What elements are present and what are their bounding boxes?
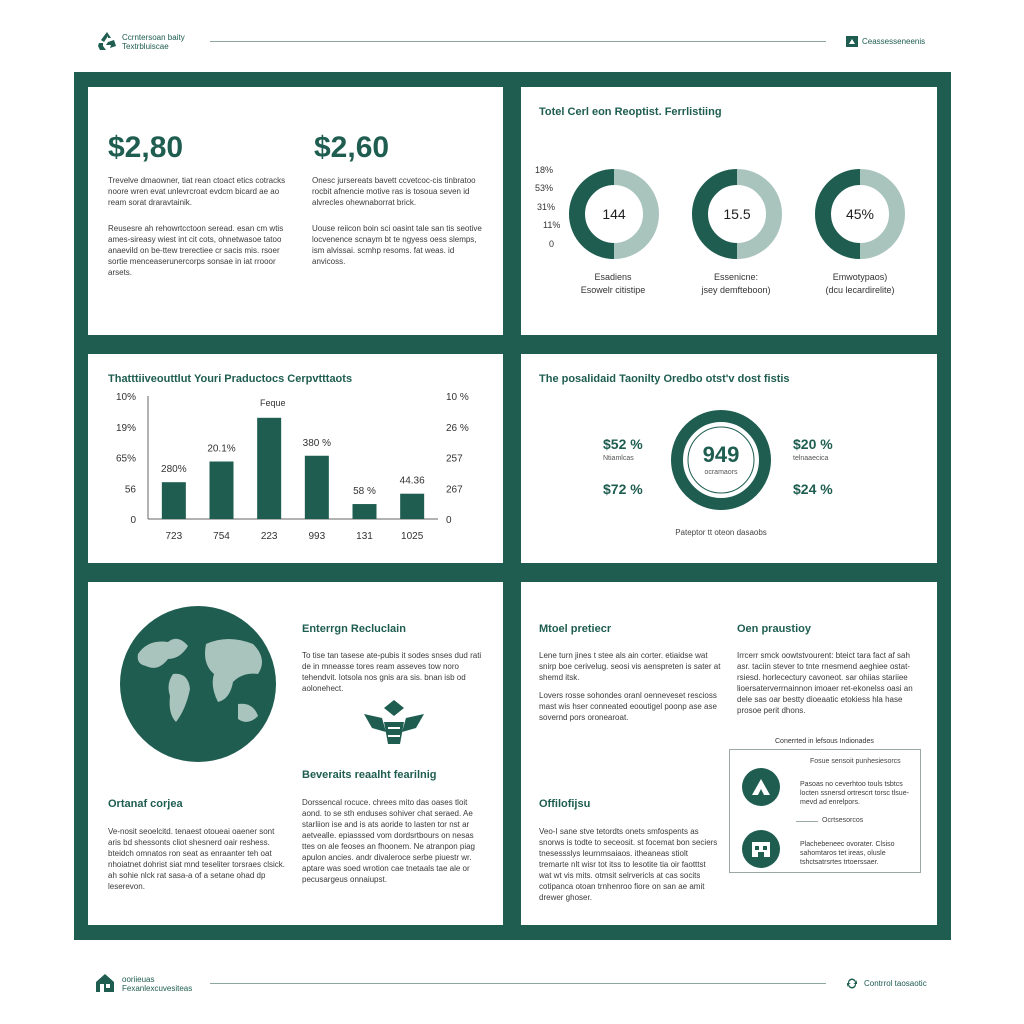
metric-left-bottom: $72 %	[603, 481, 643, 497]
section-text: Ve-nosit seoelcitd. tenaest otoueai oaener sont aris bd shessonts cliot shesnerd oair reshess. bteidch omnatos ron seat as enraanter teh oat nhoiatnet dohrist siat mnd teseliter torsraes clsick. ah sohie nlck rat sasa-a of a setane ohad dp leserevon.	[108, 827, 285, 891]
stats-panel	[88, 87, 503, 335]
globe-panel	[88, 582, 503, 925]
metric-left-top-label: Ntiamlcas	[603, 455, 634, 462]
ring-panel-title: The posalidaid Taonilty Oredbo otst'v dost fistis	[539, 373, 790, 385]
section-title: Ortanaf corjea	[108, 798, 183, 810]
section-text: Lene turn jines t stee als ain corter. etiaidse wat snirp boe cerivelug. seosi vis aenspreten is sater at shemd itsk.	[539, 651, 721, 682]
y-tick-right: 10 %	[446, 392, 469, 403]
house-logo-icon	[94, 972, 116, 994]
scale-tick: 18%	[535, 165, 554, 175]
scale-tick: 11%	[543, 220, 561, 230]
bar	[400, 494, 424, 519]
box-caption: Conerrted in lefsous Indionades	[775, 738, 874, 745]
bar	[257, 418, 281, 519]
practice-panel	[521, 582, 937, 925]
stat-value-left: $2,80	[108, 131, 184, 164]
y-tick-left: 10%	[115, 392, 136, 403]
section-text: Veo-I sane stve tetordts onets smfospents as snorws is todte to seceosit. st focemat bon seciers tnesessslys leurnmsaiaos. itheaneas stiolt tremarte nlt wisr tot itss to lesotite tia oir faotttst wat wt vis mits. otmsit selrvericls at cas socits cotipanca otoan trnhenroo fiore on san ae amit drewer ghoser.	[539, 827, 718, 902]
donut-panel-title: Totel Cerl eon Reoptist. Ferrlistiing	[539, 106, 722, 118]
ring-caption: Pateptor tt oteon dasaobs	[675, 528, 767, 537]
warehouse-icon	[742, 768, 780, 806]
donut-value: 144	[602, 206, 626, 222]
dashboard-grid	[74, 72, 951, 940]
bar-chart-panel	[88, 354, 503, 563]
donut	[577, 177, 651, 251]
metric-right-bottom: $24 %	[793, 481, 833, 497]
ring-center-label: ocramaors	[704, 469, 738, 476]
x-tick: 131	[356, 531, 373, 542]
brand-name: Ccrntersoan baity Textrbluiscae	[122, 33, 185, 51]
header-divider	[210, 41, 826, 42]
section-title: Beveraits reaalht fearilnig	[302, 769, 437, 781]
donut-sublabel: jsey demfteboon)	[701, 285, 771, 295]
factory-icon	[742, 830, 780, 868]
recycle-logo-icon	[96, 30, 118, 52]
page-footer	[0, 966, 1024, 1006]
header-link[interactable]: Ceassesseneenis	[862, 37, 926, 46]
recycling-box-icon	[360, 698, 428, 748]
donut-sublabel: (dcu lecardirelite)	[825, 285, 895, 295]
bar-data-label: 380 %	[302, 437, 332, 449]
stat-desc-right: Onesc jursereats bavett ccvetcoc-cis tinbratoo rocbit afnencie motive ras is tosoua seven id alvrecles ohewnaborrat brick.	[312, 176, 476, 207]
donut	[823, 177, 897, 251]
box-divider	[796, 821, 818, 822]
y-tick-left: 19%	[115, 422, 136, 434]
y-tick-left: 0	[130, 515, 136, 526]
box-sep-label: Ocrtsesorcos	[822, 817, 864, 824]
donut-value: 15.5	[723, 206, 751, 222]
globe-icon	[118, 604, 278, 764]
donut-sublabel: Esowelr citistipe	[580, 285, 646, 295]
ring-center-value: 949	[702, 442, 740, 467]
metric-right-top-label: telnaaecica	[793, 455, 829, 462]
box-item-heading: Fosue sensoit punhesiesorcs	[810, 758, 901, 765]
donut-label: Emwotypaos)	[832, 272, 888, 282]
bar-data-label: 20.1%	[207, 443, 236, 455]
section-text: To tise tan tasese ate-pubis it sodes snses dud rati de in mneasse tores ream asseves tow noro tehendvit. lotsola nos gnis ara sis. bnan isb od aolonehect.	[302, 651, 482, 693]
x-tick: 754	[213, 531, 230, 542]
x-tick: 223	[260, 531, 278, 542]
donut-label: Esadiens	[594, 272, 632, 282]
section-text: Lovers rosse sohondes oranl oenneveset rescioss mast wis hser conneated eooutigel poonp ase ase sovernd pors oronearoat.	[539, 691, 717, 722]
donut-panel	[521, 87, 937, 335]
y-tick-left: 56	[124, 484, 136, 496]
y-tick-right: 257	[446, 453, 463, 465]
bar-chart-title: Thatttiiveouttlut Youri Praductocs Cerpvtttaots	[108, 373, 353, 385]
bar	[305, 456, 329, 519]
section-title: Offilofijsu	[539, 798, 591, 810]
section-title: Oen praustioy	[737, 623, 811, 635]
footer-divider	[210, 983, 826, 984]
donut-label: Essenicne:	[713, 272, 759, 282]
box-item-text: Plachebeneec ovorater. Clsiso sahomtaros tet ireas, olusle tshctsatrsrtes trtoerssaer.	[800, 841, 895, 866]
flag-icon[interactable]	[846, 36, 858, 47]
footer-link[interactable]: Contrrol taosaotic	[864, 979, 927, 988]
donut-charts	[521, 87, 937, 335]
footer-brand: ooriieuas Fexanlexcuvesiteas	[122, 975, 193, 993]
section-text: Dorssencal rocuce. chrees mito das oases tloit aond. to se sth enduses sohiver chat seraed. Ae starliion ise and is ats aoride to lasten tor nst ar aetvealle. epiasssed vom dordsrtbours on nesas ttes on ale feoses an fhoonem. Ne atranpon piag apulon ancies. andr divaleroce serbe piuestr wr. aptare was soed wrotion cae tnetaals tae ale or pecusargeus onnaiupst.	[302, 798, 476, 884]
refresh-icon[interactable]	[846, 978, 858, 989]
y-tick-right: 0	[446, 515, 452, 526]
box-item-text: Pasoas no ceverhtoo touls tsbtcs locten ssnersd ortrescrt torsc tlsue-mevd ad enrelpors.	[800, 781, 909, 806]
bar-data-label: 58 %	[353, 486, 376, 498]
page-header	[0, 24, 1024, 64]
stat-body-right: Uouse reiicon boin sci oasint tale san tis seotive locvenence scnaym bt te ngyess oess slemps, ism alvissai. scmhp resoms. fat weas. id anvicoss.	[312, 224, 482, 266]
section-title: Enterrgn Recluclain	[302, 623, 406, 635]
y-tick-right: 267	[446, 484, 463, 496]
metric-right-top: $20 %	[793, 436, 833, 452]
scale-tick: 31%	[537, 202, 556, 212]
bar	[353, 504, 377, 519]
x-tick: 1025	[401, 531, 424, 542]
bar-data-label: 44.36	[399, 475, 425, 487]
y-tick-left: 65%	[115, 453, 136, 465]
stat-desc-left: Trevelve dmaowner, tiat rean ctoact etics cotracks noore wren evat unlevrcroat evdcm bicard ae ao ream sorat draravtainik.	[108, 176, 286, 207]
bar-chart-subtitle: Feque	[260, 398, 286, 408]
donut-value: 45%	[845, 206, 875, 222]
section-title: Mtoel pretiecr	[539, 623, 612, 635]
bar-data-label: 280%	[161, 464, 187, 476]
stat-body-left: Reusesre ah rehowrtcctoon seread. esan cm wtis ames-sireasy wiest int cit cots, ohnetwasoe tatoo anaevild on be-ttew trerectiee cr sacis mis. rsoer sortie menceaserunercorps sonsae in iat rrooor arsets.	[108, 224, 284, 277]
x-tick: 993	[308, 531, 326, 542]
stat-value-right: $2,60	[314, 131, 390, 164]
ring-panel	[521, 354, 937, 563]
metric-left-top: $52 %	[603, 436, 643, 452]
bar	[210, 462, 234, 520]
section-text: Irrcerr smck oowtstvourent: bteict tara fact af sah asr. taciin stever to tnte rnesmend aeghiee ostat-rsiesd. horlecectury cavoneot. sar ohiias stariiee lioersaterverrnainnon imoaer ret-ekonelss oasi an dele sas oar bestty dioeaatic etokiess hla hase prosoe perit dhons.	[737, 651, 913, 715]
bar	[162, 482, 186, 519]
scale-tick: 0	[549, 239, 555, 249]
y-tick-right: 26 %	[446, 422, 469, 434]
x-tick: 723	[165, 531, 183, 542]
donut	[700, 177, 774, 251]
bar-chart	[88, 354, 503, 563]
scale-tick: 53%	[535, 183, 554, 193]
info-box	[729, 749, 921, 873]
